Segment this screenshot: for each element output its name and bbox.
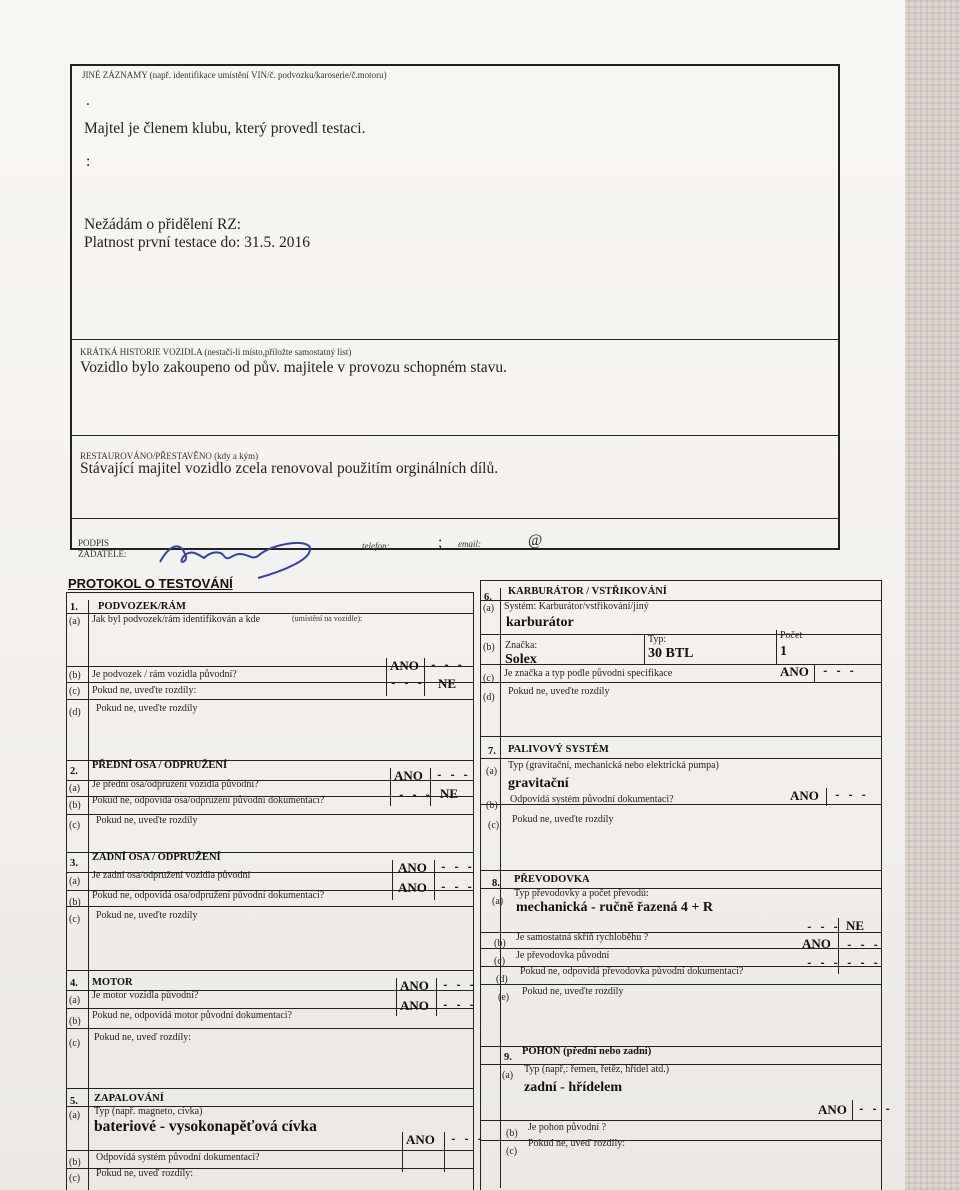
row-line <box>480 664 882 665</box>
answer-box-line <box>386 658 387 696</box>
other-records-line-2: Nežádám o přidělení RZ: <box>84 216 242 233</box>
section-title: ZADNÍ OSA / ODPRUŽENÍ <box>92 852 221 863</box>
divider <box>70 339 840 340</box>
question-text: Systém: Karburátor/vstřikování/jiný <box>504 601 649 612</box>
question-text: Pokud ne, uveďte rozdíly <box>508 686 610 697</box>
phone-value: ; <box>438 534 443 551</box>
section-title: KARBURÁTOR / VSTŘIKOVÁNÍ <box>508 586 667 597</box>
answer-yes: ANO <box>406 1132 435 1147</box>
row-letter: (a) <box>483 603 495 614</box>
answer-dashes: - - - <box>806 922 840 934</box>
question-text: Je motor vozidla původní? <box>92 990 199 1001</box>
divider <box>70 435 840 436</box>
row-line <box>66 1028 474 1029</box>
email-value: @ <box>528 532 543 549</box>
filled-answer: gravitační <box>508 776 569 791</box>
section-number: 6. <box>484 592 492 603</box>
row-letter: (c) <box>506 1146 518 1157</box>
section-line <box>66 1088 474 1089</box>
answer-yes: ANO <box>398 880 427 895</box>
filled-answer: bateriové - vysokonapěťová cívka <box>94 1118 317 1135</box>
section-title: POHON (přední nebo zadní) <box>522 1046 652 1057</box>
answer-dashes: - - - <box>822 666 856 678</box>
answer-box-line <box>396 978 397 1016</box>
question-text: Typ (gravitační, mechanická nebo elektrická pumpa) <box>508 760 719 771</box>
row-letter: (b) <box>69 1157 81 1168</box>
divider <box>70 518 840 519</box>
question-text: Pokud ne, uveďte rozdíly <box>522 986 624 997</box>
question-text: Je podvozek / rám vozidla původní? <box>92 669 237 680</box>
section-number: 7. <box>488 746 496 757</box>
row-letter: (c) <box>69 820 81 831</box>
section-number: 3. <box>70 858 78 869</box>
question-text: Odpovídá systém původní dokumentaci? <box>96 1152 260 1163</box>
question-text: Pokud ne, odpovídá převodovka původní dokumentaci? <box>520 966 744 977</box>
type-label: Typ: <box>648 634 667 645</box>
question-text: Typ převodovky a počet převodů: <box>514 888 649 899</box>
row-line <box>480 682 882 683</box>
section-title: PALIVOVÝ SYSTÉM <box>508 744 609 755</box>
history-text: Vozidlo bylo zakoupeno od pův. majitele v provozu schopném stavu. <box>80 359 508 376</box>
row-line <box>480 1120 882 1121</box>
answer-yes: ANO <box>400 998 429 1013</box>
restored-label: RESTAUROVÁNO/PŘESTAVĚNO (kdy a kým) <box>80 451 259 461</box>
row-letter: (b) <box>69 897 81 908</box>
type-value: 30 BTL <box>648 646 694 661</box>
question-text: Pokud ne, uveď rozdíly: <box>94 1032 192 1043</box>
answer-box-line <box>390 768 391 806</box>
answer-box-line <box>852 1100 853 1120</box>
row-line <box>480 758 882 759</box>
other-records-mark: : <box>86 153 91 170</box>
answer-yes: ANO <box>398 860 427 875</box>
answer-box-line <box>436 978 437 1016</box>
section-title: PŘEVODOVKA <box>514 874 590 885</box>
question-text: Typ (např,: řemen, řetěz, hřídel atd.) <box>524 1064 670 1075</box>
answer-dashes: - - - <box>450 1134 484 1146</box>
row-letter: (d) <box>69 707 81 718</box>
question-text: Odpovídá systém původní dokumentaci? <box>510 794 674 805</box>
row-letter: (a) <box>69 783 81 794</box>
letter-column-divider <box>88 600 89 1190</box>
answer-yes: ANO <box>790 788 819 803</box>
answer-yes: ANO <box>802 936 831 951</box>
row-letter: (d) <box>483 692 495 703</box>
row-letter: (b) <box>69 800 81 811</box>
row-letter: (a) <box>69 995 81 1006</box>
row-letter: (c) <box>483 673 495 684</box>
other-records-mark: . <box>86 92 90 109</box>
answer-box-line <box>814 664 815 682</box>
other-records-line-1: Majtel je členem klubu, který provedl testaci. <box>84 120 366 137</box>
question-text: Pokud ne, uveďte rozdíly <box>96 703 198 714</box>
answer-dashes: - - - <box>846 958 880 970</box>
row-letter: (a) <box>69 1110 81 1121</box>
question-text: Pokud ne, uveďte rozdíly: <box>92 685 197 696</box>
answer-yes: ANO <box>390 658 419 673</box>
question-text: Typ (např. magneto, cívka) <box>94 1106 203 1117</box>
answer-dashes: - - - <box>436 770 470 782</box>
question-text: Je samostatná skříň rychloběhu ? <box>516 932 649 943</box>
history-label: KRÁTKÁ HISTORIE VOZIDLA (nestačí-li místo,přiložte samostatný list) <box>80 347 352 357</box>
question-text: Je zadní osa/odpružení vozidla původní <box>92 870 251 881</box>
answer-box-line <box>424 658 425 696</box>
answer-dashes: - - - <box>440 882 474 894</box>
answer-dashes: - - - <box>442 1000 476 1012</box>
answer-dashes: - - - <box>858 1104 892 1116</box>
section-line <box>480 736 882 737</box>
question-text: Je značka a typ podle původní specifikace <box>504 668 673 679</box>
answer-box-line <box>402 1132 403 1172</box>
question-text: Pokud ne, uveď rozdíly: <box>528 1138 626 1149</box>
row-letter: (c) <box>69 686 81 697</box>
row-letter: (a) <box>502 1070 514 1081</box>
row-letter: (c) <box>69 914 81 925</box>
answer-box-line <box>392 860 393 900</box>
answer-no: NE <box>440 786 459 801</box>
section-line <box>480 870 882 871</box>
question-text: Pokud ne, uveďte rozdíly <box>512 814 614 825</box>
answer-dashes: - - - <box>834 790 868 802</box>
question-text: Pokud ne, odpovídá osa/odpružení původní dokumentaci? <box>92 795 325 806</box>
row-line <box>66 699 474 700</box>
row-line <box>480 984 882 985</box>
signature-scribble <box>140 532 340 582</box>
row-line <box>480 634 882 635</box>
answer-dashes: - - - <box>398 790 432 802</box>
row-line <box>66 1150 474 1151</box>
other-records-label: JINÉ ZÁZNAMY (např. identifikace umístění VIN/č. podvozku/karoserie/č.motoru) <box>82 70 387 80</box>
email-label: email: <box>458 539 481 549</box>
filled-answer: mechanická - ručně řazená 4 + R <box>516 900 713 915</box>
cell-divider <box>776 630 777 664</box>
row-letter: (a) <box>69 876 81 887</box>
section-title: MOTOR <box>92 977 133 988</box>
cell-divider <box>644 634 645 664</box>
row-letter: (e) <box>498 992 510 1003</box>
row-letter: (a) <box>69 616 81 627</box>
row-letter: (a) <box>492 896 504 907</box>
section-number: 4. <box>70 978 78 989</box>
signature-label: ŽADATELE: <box>78 549 127 559</box>
answer-yes: ANO <box>400 978 429 993</box>
section-number: 1. <box>70 602 78 613</box>
section-line <box>66 970 474 971</box>
answer-dashes: - - - <box>806 958 840 970</box>
restored-text: Stávající majitel vozidlo zcela renovoval použitím orginálních dílů. <box>80 460 499 477</box>
filled-answer: zadní - hřídelem <box>524 1080 622 1095</box>
question-text: Jak byl podvozek/rám identifikován a kde <box>92 614 261 625</box>
question-text: Je převodovka původní <box>516 950 610 961</box>
answer-dashes: - - - <box>846 940 880 952</box>
section-number: 8. <box>492 878 500 889</box>
question-text: Pokud ne, uveďte rozdíly <box>96 910 198 921</box>
row-letter: (b) <box>494 938 506 949</box>
answer-yes: ANO <box>780 664 809 679</box>
section-title: PŘEDNÍ OSA / ODPRUŽENÍ <box>92 760 228 771</box>
section-title: PODVOZEK/RÁM <box>98 601 186 612</box>
answer-box-line <box>434 860 435 900</box>
row-letter: (d) <box>496 974 508 985</box>
row-letter: (b) <box>506 1128 518 1139</box>
answer-yes: ANO <box>818 1102 847 1117</box>
answer-dashes: - - - <box>430 660 464 672</box>
question-text: Pokud ne, odpovídá motor původní dokumentaci? <box>92 1010 292 1021</box>
count-value: 1 <box>780 644 787 659</box>
question-text: Pokud ne, uveďte rozdíly <box>96 815 198 826</box>
row-letter: (c) <box>494 956 506 967</box>
row-letter: (b) <box>486 800 498 811</box>
question-text: Je pohon původní ? <box>528 1122 607 1133</box>
row-letter: (c) <box>69 1038 81 1049</box>
filled-answer: karburátor <box>506 615 574 630</box>
row-letter: (b) <box>483 642 495 653</box>
row-letter: (c) <box>488 820 500 831</box>
answer-box-line <box>444 1132 445 1172</box>
question-text: Je přední osa/odpružení vozidla původní? <box>92 779 259 790</box>
row-letter: (b) <box>69 670 81 681</box>
brand-value: Solex <box>505 652 537 667</box>
section-number: 2. <box>70 766 78 777</box>
answer-yes: ANO <box>394 768 423 783</box>
section-number: 5. <box>70 1096 78 1107</box>
answer-dashes: - - - <box>440 862 474 874</box>
answer-no: NE <box>846 918 865 933</box>
question-note: (umístění na vozidle): <box>292 614 363 623</box>
signature-label: PODPIS <box>78 538 110 548</box>
row-letter: (c) <box>69 1173 81 1184</box>
question-text: Pokud ne, uveď rozdíly: <box>96 1168 194 1179</box>
answer-dashes: - - - <box>390 678 424 690</box>
count-label: Počet <box>780 630 803 641</box>
answer-dashes: - - - <box>442 980 476 992</box>
question-text: Pokud ne, odpovídá osa/odpružení původní dokumentaci? <box>92 890 325 901</box>
answer-no: NE <box>438 676 457 691</box>
other-records-line-3: Platnost první testace do: 31.5. 2016 <box>84 234 311 251</box>
section-number: 9. <box>504 1052 512 1063</box>
row-letter: (a) <box>486 766 498 777</box>
brand-label: Značka: <box>505 640 538 651</box>
phone-label: telefon: <box>362 541 390 551</box>
row-letter: (b) <box>69 1016 81 1027</box>
section-title: ZAPALOVÁNÍ <box>94 1093 164 1104</box>
row-line <box>66 906 474 907</box>
protocol-title: PROTOKOL O TESTOVÁNÍ <box>68 576 233 591</box>
